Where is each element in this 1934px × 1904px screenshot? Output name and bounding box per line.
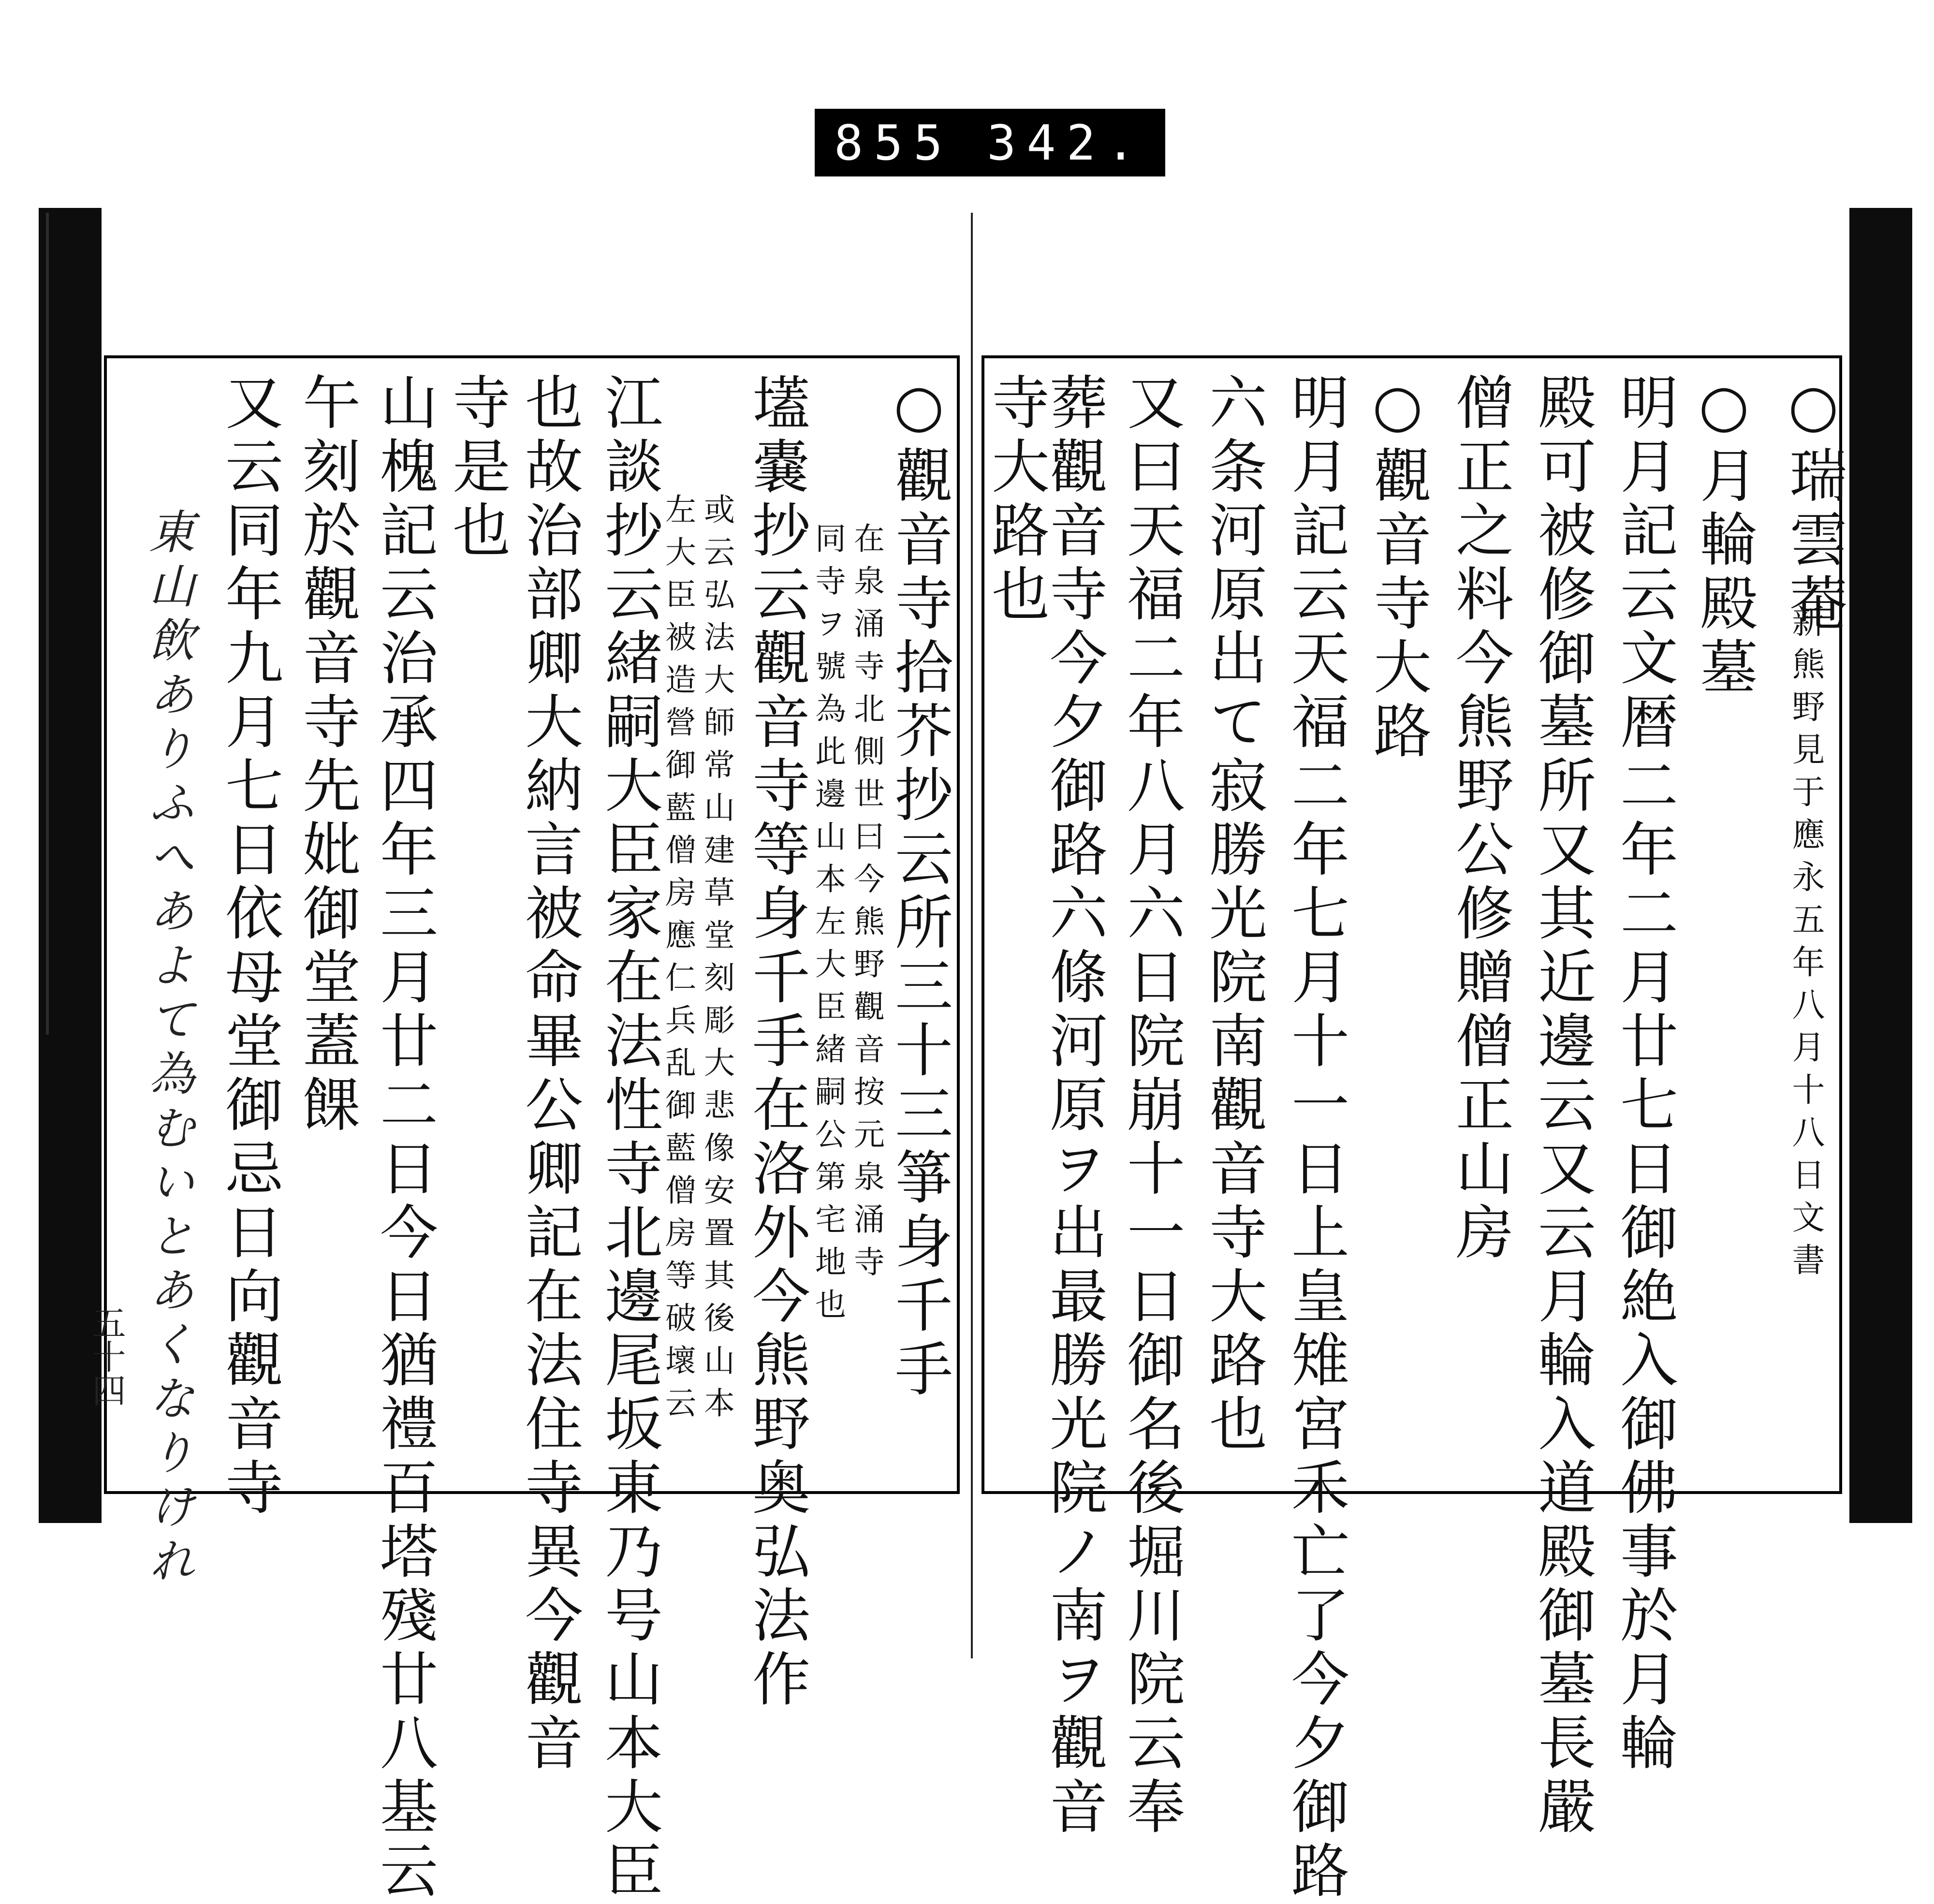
- left-col-2: 在泉涌寺北側世曰今熊野觀音按元泉涌寺: [849, 522, 884, 1288]
- right-col-6: 僧正之料今熊野公修贈僧正山房: [1446, 372, 1513, 1266]
- left-col-handwritten-note: 東山飲ありふへあよて為むいとあくなりけれ: [141, 508, 195, 1591]
- left-col-8: 也故治部卿大納言被命畢公卿記在法住寺異今觀音: [515, 372, 583, 1776]
- left-col-7: 江談抄云緒嗣大臣家在法性寺北邊尾坂東乃号山本大臣: [595, 372, 662, 1904]
- right-col-12: 寺大路也: [982, 372, 1049, 628]
- spine-shadow-left: [46, 213, 88, 1035]
- right-col-9: 六条河原出て寂勝光院南觀音寺大路也: [1200, 372, 1267, 1457]
- reference-number-left: 855: [834, 114, 953, 171]
- right-col-4: 明月記云文暦二年二月廿七日御絶入御佛事於月輪: [1611, 372, 1678, 1776]
- right-col-5: 殿可被修御墓所又其近邊云又云月輪入道殿御墓長嚴: [1528, 372, 1596, 1840]
- reference-number-box: [815, 109, 1165, 176]
- left-col-9: 寺是也: [443, 372, 510, 564]
- right-col-2: 新熊野見于應永五年八月十八日文書: [1787, 604, 1825, 1285]
- right-col-11: 葬觀音寺今夕御路六條河原ヲ出最勝光院ノ南ヲ觀音: [1040, 372, 1107, 1840]
- right-col-3: ○月輪殿墓: [1690, 372, 1758, 701]
- left-col-5: 或云弘法大師常山建草堂刻彫大悲像安置其後山本: [699, 493, 734, 1429]
- right-col-10: 又曰天福二年八月六日院崩十一日御名後堀川院云奉: [1117, 372, 1185, 1840]
- right-col-8: 明月記云天福二年七月十一日上皇雉宮禾亡了今夕御路: [1282, 372, 1349, 1904]
- left-col-1: ○觀音寺拾芥抄云所三十三箏身千手: [885, 372, 952, 1403]
- left-col-11: 午刻於觀音寺先妣御堂蓋餜: [293, 372, 360, 1138]
- reference-number-right: 342.: [987, 114, 1146, 171]
- left-col-6: 左大臣被造營御藍僧房應仁兵乱御藍僧房等破壞云: [660, 493, 696, 1429]
- left-col-3: 同寺ヲ號為此邊山本左大臣緒嗣公第宅地也: [810, 522, 846, 1331]
- page-fold-line: [971, 213, 973, 1658]
- right-col-7: ○觀音寺大路: [1364, 372, 1431, 764]
- left-col-12: 又云同年九月七日依母堂御忌日向觀音寺: [216, 372, 283, 1521]
- right-col-1: ○瑞雲菴: [1780, 372, 1847, 637]
- book-spine-right: [1849, 208, 1912, 1523]
- left-col-10: 山槐記云治承四年三月廿二日今日猶禮百塔殘廿八基云: [370, 372, 438, 1904]
- folio-number: 五十四: [87, 1305, 126, 1407]
- left-col-4: 壒嚢抄云觀音寺等身千手在洛外今熊野奥弘法作: [743, 372, 810, 1713]
